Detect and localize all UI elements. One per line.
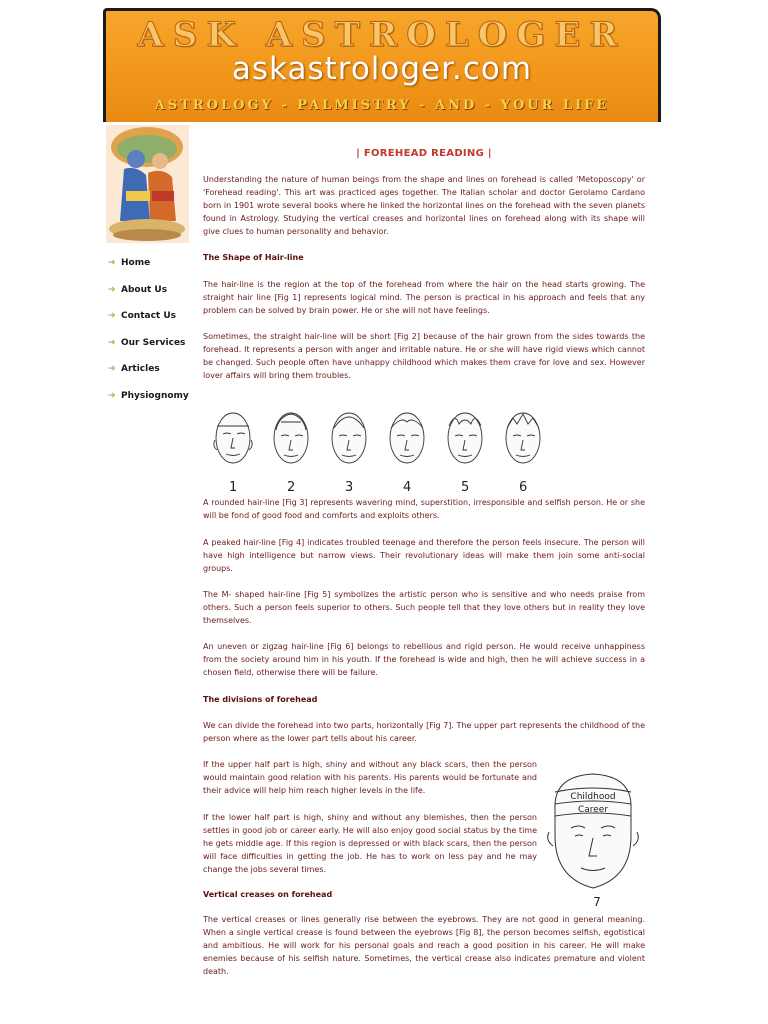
fig7-number: 7 bbox=[593, 895, 601, 909]
fig7-lower-label: Career bbox=[577, 805, 609, 815]
section-title-hairline: The Shape of Hair-line bbox=[203, 253, 304, 262]
hairline-figures-image bbox=[203, 398, 563, 498]
nav-item-label: Physiognomy bbox=[121, 390, 189, 401]
arrow-right-icon: ➔ bbox=[108, 337, 116, 348]
deity-image bbox=[106, 125, 189, 243]
paragraph-hairline-2: Sometimes, the straight hair-line will be short [Fig 2] because of the hair grown from the sides towards the forehead. It represents a person with anger and irritable nature. He or she will have rigid views which cannot be changed. Such people often have unhappy childhood which makes them crave for love and sex. However lover affairs will bring them troubles. bbox=[203, 332, 645, 380]
arrow-right-icon: ➔ bbox=[108, 258, 116, 269]
figure-number: 5 bbox=[461, 480, 470, 495]
banner-title: ASK ASTROLOGER bbox=[137, 15, 627, 55]
paragraph-hairline-3: A rounded hair-line [Fig 3] represents wavering mind, superstition, irresponsible and selfish person. He or she will be fond of good food and comforts and exploits others. bbox=[203, 498, 645, 520]
banner-tagline: ASTROLOGY - PALMISTRY - AND - YOUR LIFE bbox=[154, 98, 610, 113]
nav-item-label: Home bbox=[121, 258, 151, 269]
nav-item-label: Our Services bbox=[121, 337, 186, 348]
nav-item-about-us[interactable] bbox=[108, 277, 198, 304]
arrow-right-icon: ➔ bbox=[108, 284, 116, 295]
arrow-right-icon: ➔ bbox=[108, 364, 116, 375]
figure-number: 6 bbox=[519, 480, 528, 495]
nav-item-home[interactable] bbox=[108, 250, 198, 277]
paragraph-divisions-1: We can divide the forehead into two parts, horizontally [Fig 7]. The upper part represents the childhood of the person where as the lower part tells about his career. bbox=[203, 721, 645, 743]
figure-number: 3 bbox=[345, 480, 354, 495]
nav-item-our-services[interactable] bbox=[108, 330, 198, 357]
section-title-vertical-creases: Vertical creases on forehead bbox=[203, 890, 333, 899]
arrow-right-icon: ➔ bbox=[108, 311, 116, 322]
nav-item-contact-us[interactable] bbox=[108, 303, 198, 330]
paragraph-hairline-1: The hair-line is the region at the top of the forehead from where the hair on the head starts growing. The straight hair line [Fig 1] represents logical mind. The person is practical in his approach and feels that any problem can be solved by brain power. He or she will not have feelings. bbox=[203, 280, 645, 315]
paragraph-hairline-5: The M- shaped hair-line [Fig 5] symbolizes the artistic person who is sensitive and who needs praise from others. Such a person feels superior to others. Such people tell that they love others but in reality they love themselves. bbox=[203, 590, 645, 625]
nav-item-label: Contact Us bbox=[121, 311, 177, 322]
paragraph-hairline-4: A peaked hair-line [Fig 4] indicates troubled teenage and therefore the person feels insecure. The person will have high intelligence but narrow views. Their revolutionary ideas will make them join some anti-social groups. bbox=[203, 538, 645, 573]
nav-item-label: Articles bbox=[121, 364, 160, 375]
site-banner[interactable] bbox=[103, 8, 661, 122]
banner-domain: askastrologer.com bbox=[231, 51, 533, 87]
nav-item-articles[interactable] bbox=[108, 356, 198, 383]
page bbox=[103, 8, 661, 1024]
paragraph-divisions-2: If the upper half part is high, shiny and without any black scars, then the person would maintain good relation with his parents. His parents would be fortunate and their advice will help him reach higher levels in the life. bbox=[203, 760, 537, 795]
figure-number: 4 bbox=[403, 480, 412, 495]
figure-number: 1 bbox=[229, 480, 238, 495]
forehead-divisions-figure bbox=[541, 766, 645, 910]
fig7-upper-label: Childhood bbox=[570, 792, 616, 802]
left-nav bbox=[108, 250, 198, 409]
arrow-right-icon: ➔ bbox=[108, 390, 116, 401]
paragraph-divisions-3: If the lower half part is high, shiny and without any blemishes, then the person settles in good job or career early. He will also enjoy good social status by the time he gets middle age. If this region is depressed or with black scars, then the person will face difficulties in getting the job. He has to work on less pay and he may change the jobs several times. bbox=[203, 813, 537, 874]
section-title-divisions: The divisions of forehead bbox=[203, 695, 318, 704]
paragraph-vertical-creases-1: The vertical creases or lines generally rise between the eyebrows. They are not good in general meaning. When a single vertical crease is found between the eyebrows [Fig 8], the person becomes selfish, egotistical and ambitious. He will work for his personal goals and reach a good position in his career. He will make enemies because of his selfish nature. Sometimes, the vertical crease also indicates premature and violent death. bbox=[203, 915, 645, 976]
figure-number: 2 bbox=[287, 480, 296, 495]
nav-item-label: About Us bbox=[121, 284, 168, 295]
intro-paragraph: Understanding the nature of human beings from the shape and lines on forehead is called 'Metoposcopy' or 'Forehead reading'. This art was practiced ages together. The Italian scholar and doctor Gerolamo Cardano born in 1901 wrote several books where he linked the horizontal lines on the forehead with the seven planets found in Astrology. Studying the vertical creases and horizontal lines on forehead along with its shape will give clues to human personality and behavior. bbox=[203, 175, 645, 236]
page-title: | FOREHEAD READING | bbox=[356, 148, 492, 159]
nav-item-physiognomy[interactable] bbox=[108, 383, 198, 410]
paragraph-hairline-6: An uneven or zigzag hair-line [Fig 6] belongs to rebellious and rigid person. He would receive unhappiness from the society around him in his youth. If the forehead is wide and high, then he will achieve success in a chosen field, otherwise there will be failure. bbox=[203, 642, 645, 677]
